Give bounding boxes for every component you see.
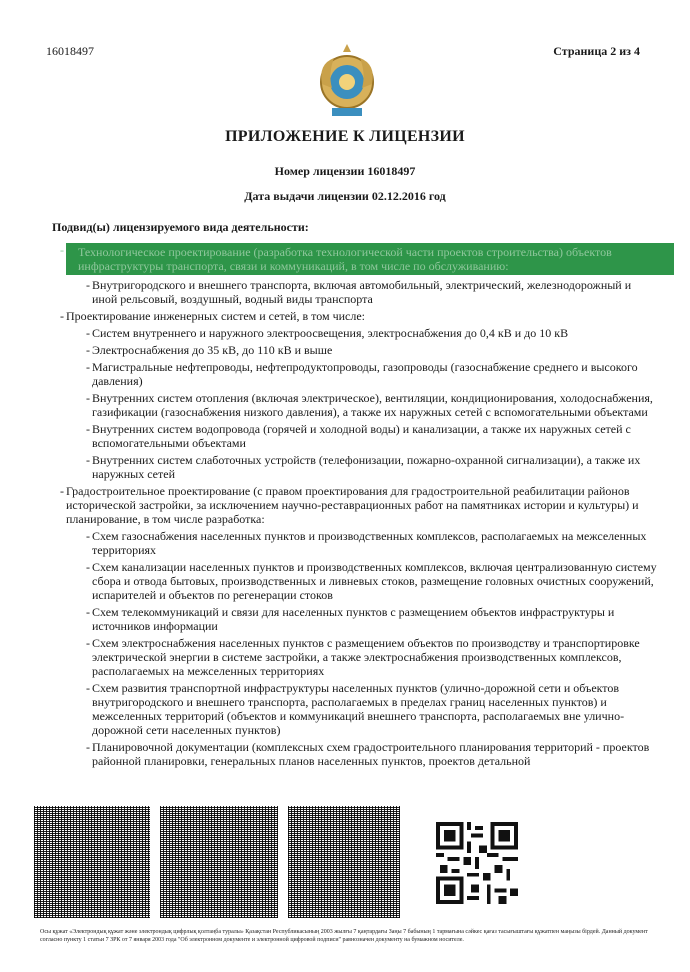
list-item: - Систем внутреннего и наружного электроосвещения, электроснабжения до 0,4 кВ и до 10 кВ [92,326,658,340]
list-item: - Внутригородского и внешнего транспорта, включая автомобильный, электрический, железнодорожный и иной рельсовый, воздушный, водный виды транспорта [92,278,658,306]
list-item: - Проектирование инженерных систем и сетей, в том числе: [66,309,658,323]
footer-disclaimer: Осы құжат «Электрондық құжат және электрондық цифрлық қолтаңба туралы» Қазақстан Республикасының 2003 жылғы 7 қаңтардағы Заңы 7 бабының 1 тармағына сәйкес қағаз тасығыштағы құжатпен маңызы бірдей. Данный документ согласно пункту 1 статьи 7 ЗРК от 7 января 2003 года "Об электронном документе и электронной цифровой подписи" равнозначен документу на бумажном носителе. [40,929,648,943]
list-item: - Схем газоснабжения населенных пунктов и производственных комплексов, располагаемых на межселенных территориях [92,529,658,557]
list-item-highlighted: - Технологическое проектирование (разработка технологической части проектов строительства) объектов инфраструктуры транспорта, связи и коммуникаций, в том числе по обслуживанию: [66,243,674,275]
list-item: - Магистральные нефтепроводы, нефтепродуктопроводы, газопроводы (газоснабжение среднего и высокого давления) [92,360,658,388]
subtypes-heading: Подвид(ы) лицензируемого вида деятельности: [52,220,309,234]
list-item: - Внутренних систем слаботочных устройств (телефонизации, пожарно-охранной сигнализации), а также их наружных сетей [92,453,658,481]
page-indicator: Страница 2 из 4 [553,44,640,58]
list-item: - Внутренних систем водопровода (горячей и холодной воды) и канализации, а также их наружных сетей с вспомогательными объектами [92,422,658,450]
document-title: ПРИЛОЖЕНИЕ К ЛИЦЕНЗИИ [225,128,465,145]
list-item: - Схем телекоммуникаций и связи для населенных пунктов с размещением объектов инфраструктуры и источников информации [92,605,658,633]
qr-code-icon [288,806,400,918]
list-item: - Внутренних систем отопления (включая электрическое), вентиляции, кондиционирования, холодоснабжения, газификации (газоснабжения низкого давления), а также их наружных сетей с вспомогательными объектами [92,391,658,419]
qr-code-icon [436,822,518,904]
issue-date: Дата выдачи лицензии 02.12.2016 год [244,189,446,203]
list-item: - Схем развития транспортной инфраструктуры населенных пунктов (улично-дорожной сети и объектов внутригородского и внешнего транспорта, располагаемых в пределах границ населенных пунктов) и межселенных территорий (объектов и коммуникаций внешнего транспорта, располагаемых вне улично-дорожной сети населенных пунктов) [92,681,658,737]
list-item: - Схем электроснабжения населенных пунктов с размещением объектов по производству и транспортировке электрической энергии в системе застройки, а также электроснабжения производственных комплексов, располагаемых на межселенных территориях [92,636,658,678]
kazakhstan-emblem-icon [316,44,378,124]
qr-code-icon [34,806,150,918]
document-number: 16018497 [46,44,94,58]
list-item: - Электроснабжения до 35 кВ, до 110 кВ и выше [92,343,658,357]
list-item: - Градостроительное проектирование (с правом проектирования для градостроительной реабилитации районов исторической застройки, за исключением научно-реставрационных работ на памятниках истории и культуры) и планирование, в том числе разработка: [66,484,658,526]
qr-code-icon [160,806,278,918]
list-item: - Планировочной документации (комплексных схем градостроительного планирования территорий - проектов районной планировки, генеральных планов населенных пунктов, проектов детальной [92,740,658,768]
license-number: Номер лицензии 16018497 [274,164,416,178]
list-item: - Схем канализации населенных пунктов и производственных комплексов, включая централизованную систему сбора и отвода бытовых, производственных и ливневых стоков, размещение головных очистных сооружений, испарителей и объектов по регенерации стоков [92,560,658,602]
activity-list [60,243,658,771]
